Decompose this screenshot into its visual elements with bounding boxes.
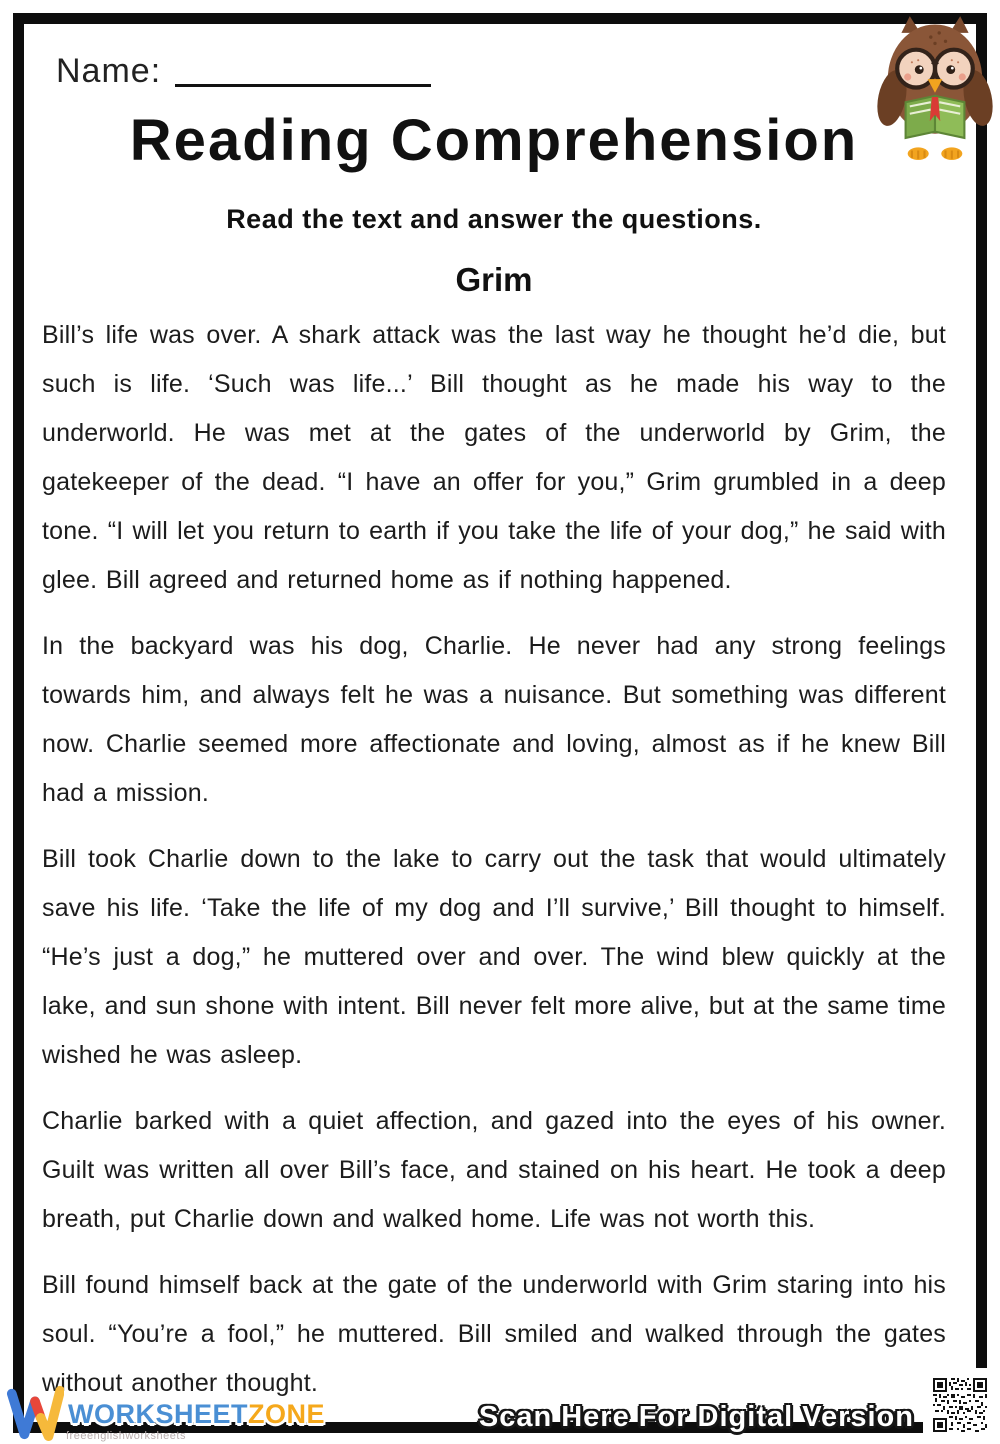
brand-word-worksheet: WORKSHEET [68,1399,248,1429]
brand-word-zone: ZONE [248,1399,326,1429]
name-row [56,52,946,91]
story-text [42,311,946,1408]
story-paragraph: In the backyard was his dog, Charlie. He never had any strong feelings towards him, and always felt he was a nuisance. But something was different now. Charlie seemed more affectionate and loving, almost as if he knew Bill had a mission. [42,632,946,807]
page-frame-border [13,13,987,1433]
story-paragraph: Bill found himself back at the gate of the underworld with Grim staring into his soul. “You’re a fool,” he muttered. Bill smiled and walked through the gates without another thought. [42,1271,946,1397]
story-title: Grim [455,261,533,298]
qr-code-icon [923,1368,997,1444]
page-content [24,24,976,1422]
story-paragraph: Bill’s life was over. A shark attack was the last way he thought he’d die, but such is life. ‘Such was life...’ Bill thought as he made his way to the underworld. He was met at the gates of the underworld by Grim, the gatekeeper of the dead. “I have an offer for you,” Grim grumbled in a deep tone. “I will let you return to earth if you take the life of your dog,” he said with glee. Bill agreed and returned home as if nothing happened. [42,321,946,594]
name-blank-line[interactable] [175,57,431,87]
scan-here-label: Scan Here For Digital Version [478,1401,914,1433]
worksheetzone-w-icon [6,1384,64,1442]
brand-wordmark [68,1401,325,1428]
brand-logo [6,1384,325,1442]
story-paragraph: Bill took Charlie down to the lake to carry out the task that would ultimately save his life. ‘Take the life of my dog and I’ll survive,’ Bill thought to himself. “He’s just a dog,” he muttered over and over. The wind blew quickly at the lake, and sun shone with intent. Bill never felt more alive, but at the same time wished he was asleep. [42,845,946,1069]
instructions-text: Read the text and answer the questions. [226,204,762,234]
owl-reading-icon [872,14,998,156]
brand-tagline: freeenglishworksheets [66,1430,186,1442]
story-paragraph: Charlie barked with a quiet affection, and gazed into the eyes of his owner. Guilt was written all over Bill’s face, and stained on his heart. He took a deep breath, put Charlie down and walked home. Life was not worth this. [42,1107,946,1233]
name-label: Name: [56,52,162,90]
page-title: Reading Comprehension [129,108,859,173]
